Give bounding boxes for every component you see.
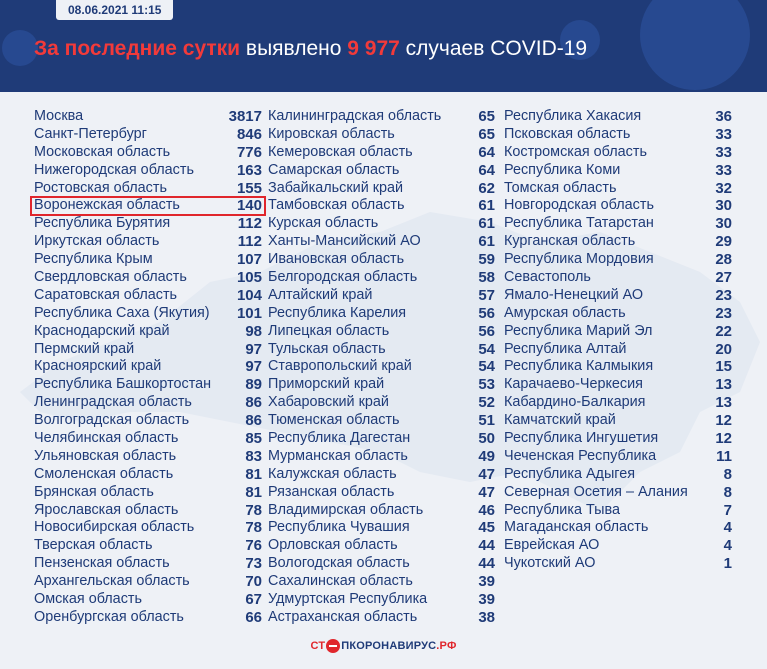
case-count: 61 bbox=[478, 233, 495, 251]
region-name: Красноярский край bbox=[34, 358, 162, 375]
case-count: 846 bbox=[236, 125, 262, 143]
region-row bbox=[501, 287, 735, 305]
region-row bbox=[31, 180, 265, 198]
region-row bbox=[31, 358, 265, 376]
region-column-1 bbox=[31, 108, 265, 627]
region-name: Еврейская АО bbox=[504, 537, 600, 554]
case-count: 8 bbox=[723, 483, 732, 501]
case-count: 776 bbox=[236, 143, 262, 161]
region-row bbox=[265, 591, 498, 609]
region-name: Воронежская область bbox=[34, 197, 180, 214]
case-count: 36 bbox=[715, 108, 732, 125]
case-count: 61 bbox=[478, 197, 495, 215]
case-count: 32 bbox=[715, 179, 732, 197]
region-name: Рязанская область bbox=[268, 483, 395, 500]
case-count: 44 bbox=[478, 537, 495, 555]
case-count: 22 bbox=[715, 322, 732, 340]
case-count: 101 bbox=[236, 304, 262, 322]
logo-text-start: СТ bbox=[310, 640, 326, 652]
region-row bbox=[265, 430, 498, 448]
region-row bbox=[265, 287, 498, 305]
region-row bbox=[501, 358, 735, 376]
case-count: 105 bbox=[236, 269, 262, 287]
region-name: Республика Мордовия bbox=[504, 251, 654, 268]
case-count: 33 bbox=[715, 161, 732, 179]
region-name: Ямало-Ненецкий АО bbox=[504, 286, 644, 303]
case-count: 53 bbox=[478, 376, 495, 394]
region-row bbox=[265, 341, 498, 359]
case-count: 112 bbox=[237, 215, 262, 233]
stop-sign-icon bbox=[326, 639, 340, 653]
region-row bbox=[265, 215, 498, 233]
region-row bbox=[31, 215, 265, 233]
region-name: Псковская область bbox=[504, 125, 631, 142]
region-row bbox=[31, 519, 265, 537]
region-row bbox=[265, 466, 498, 484]
case-count: 1 bbox=[723, 555, 732, 573]
case-count: 107 bbox=[236, 251, 262, 269]
case-count: 78 bbox=[245, 501, 262, 519]
region-name: Республика Тыва bbox=[504, 501, 620, 518]
region-name: Ставропольский край bbox=[268, 358, 412, 375]
region-name: Карачаево-Черкесия bbox=[504, 376, 643, 393]
region-name: Амурская область bbox=[504, 304, 626, 321]
case-count: 73 bbox=[245, 555, 262, 573]
case-count: 85 bbox=[245, 430, 262, 448]
region-row bbox=[31, 305, 265, 323]
region-row bbox=[31, 144, 265, 162]
region-name: Мурманская область bbox=[268, 447, 408, 464]
region-row bbox=[31, 376, 265, 394]
case-count: 46 bbox=[478, 501, 495, 519]
case-count: 65 bbox=[478, 108, 495, 125]
region-name: Республика Ингушетия bbox=[504, 430, 659, 447]
region-row bbox=[265, 412, 498, 430]
case-count: 66 bbox=[245, 608, 262, 626]
region-name: Тюменская область bbox=[268, 412, 400, 429]
region-row bbox=[265, 502, 498, 520]
case-count: 3817 bbox=[228, 108, 262, 125]
region-name: Ярославская область bbox=[34, 501, 179, 518]
region-row bbox=[265, 609, 498, 627]
region-name: Самарская область bbox=[268, 161, 400, 178]
region-row bbox=[501, 197, 735, 215]
region-row bbox=[31, 591, 265, 609]
region-name: Севастополь bbox=[504, 269, 591, 286]
case-count: 20 bbox=[715, 340, 732, 358]
case-count: 57 bbox=[478, 286, 495, 304]
case-count: 4 bbox=[723, 537, 732, 555]
region-column-3 bbox=[501, 108, 735, 573]
case-count: 54 bbox=[478, 358, 495, 376]
region-name: Омская область bbox=[34, 591, 142, 608]
region-row bbox=[501, 108, 735, 126]
region-name: Санкт-Петербург bbox=[34, 125, 147, 142]
region-row bbox=[31, 537, 265, 555]
region-row bbox=[265, 305, 498, 323]
case-count: 4 bbox=[723, 519, 732, 537]
region-name: Республика Бурятия bbox=[34, 215, 171, 232]
region-row bbox=[501, 448, 735, 466]
region-row bbox=[265, 323, 498, 341]
case-count: 70 bbox=[245, 573, 262, 591]
region-name: Республика Карелия bbox=[268, 304, 407, 321]
region-name: Республика Саха (Якутия) bbox=[34, 304, 210, 321]
headline bbox=[34, 36, 587, 62]
case-count: 155 bbox=[236, 179, 262, 197]
headline-text: выявлено bbox=[240, 37, 348, 60]
region-row bbox=[501, 555, 735, 573]
region-row bbox=[501, 269, 735, 287]
region-row bbox=[265, 269, 498, 287]
region-row bbox=[31, 108, 265, 126]
case-count: 97 bbox=[245, 358, 262, 376]
region-name: Ростовская область bbox=[34, 179, 167, 196]
case-count: 83 bbox=[245, 447, 262, 465]
case-count: 23 bbox=[715, 304, 732, 322]
region-row bbox=[501, 341, 735, 359]
region-name: Республика Татарстан bbox=[504, 215, 654, 232]
region-name: Магаданская область bbox=[504, 519, 649, 536]
region-row bbox=[31, 323, 265, 341]
region-row bbox=[265, 555, 498, 573]
region-name: Тверская область bbox=[34, 537, 153, 554]
region-row bbox=[31, 412, 265, 430]
region-name: Сахалинская область bbox=[268, 573, 413, 590]
case-count: 89 bbox=[245, 376, 262, 394]
region-name: Архангельская область bbox=[34, 573, 190, 590]
case-count: 64 bbox=[478, 143, 495, 161]
region-row bbox=[501, 376, 735, 394]
region-row bbox=[265, 484, 498, 502]
region-row bbox=[501, 323, 735, 341]
region-row bbox=[501, 430, 735, 448]
region-row bbox=[265, 162, 498, 180]
case-count: 12 bbox=[715, 412, 732, 430]
region-name: Ульяновская область bbox=[34, 447, 177, 464]
virus-decoration-icon bbox=[2, 30, 38, 66]
region-row bbox=[501, 502, 735, 520]
region-row bbox=[501, 126, 735, 144]
region-row bbox=[31, 573, 265, 591]
region-name: Тульская область bbox=[268, 340, 386, 357]
region-name: Приморский край bbox=[268, 376, 385, 393]
case-count: 7 bbox=[723, 501, 732, 519]
region-name: Томская область bbox=[504, 179, 617, 196]
case-count: 56 bbox=[478, 304, 495, 322]
region-row bbox=[31, 430, 265, 448]
region-name: Челябинская область bbox=[34, 430, 179, 447]
case-count: 12 bbox=[715, 430, 732, 448]
case-count: 39 bbox=[478, 591, 495, 609]
region-row bbox=[501, 162, 735, 180]
region-name: Брянская область bbox=[34, 483, 154, 500]
case-count: 76 bbox=[245, 537, 262, 555]
case-count: 47 bbox=[478, 465, 495, 483]
region-name: Астраханская область bbox=[268, 608, 418, 625]
region-name: Республика Дагестан bbox=[268, 430, 411, 447]
region-name: Липецкая область bbox=[268, 322, 390, 339]
region-name: Смоленская область bbox=[34, 465, 174, 482]
region-row bbox=[265, 126, 498, 144]
case-count: 33 bbox=[715, 143, 732, 161]
region-row bbox=[501, 466, 735, 484]
region-name: Алтайский край bbox=[268, 286, 373, 303]
case-count: 65 bbox=[478, 125, 495, 143]
region-name: Чукотский АО bbox=[504, 555, 596, 572]
region-name: Камчатский край bbox=[504, 412, 616, 429]
case-count: 81 bbox=[245, 483, 262, 501]
case-count: 67 bbox=[245, 591, 262, 609]
case-count: 15 bbox=[715, 358, 732, 376]
region-name: Белгородская область bbox=[268, 269, 418, 286]
region-name: Нижегородская область bbox=[34, 161, 194, 178]
case-count: 49 bbox=[478, 447, 495, 465]
region-column-2 bbox=[265, 108, 498, 627]
region-name: Республика Чувашия bbox=[268, 519, 410, 536]
region-name: Краснодарский край bbox=[34, 322, 170, 339]
region-row bbox=[265, 233, 498, 251]
region-row bbox=[31, 609, 265, 627]
case-count: 78 bbox=[245, 519, 262, 537]
region-row bbox=[501, 144, 735, 162]
region-name: Кемеровская область bbox=[268, 143, 413, 160]
footer bbox=[0, 636, 767, 660]
region-name: Республика Адыгея bbox=[504, 465, 636, 482]
case-count: 11 bbox=[716, 447, 732, 465]
case-count: 23 bbox=[715, 286, 732, 304]
region-name: Новгородская область bbox=[504, 197, 654, 214]
region-row bbox=[501, 519, 735, 537]
region-row bbox=[265, 180, 498, 198]
region-name: Пермский край bbox=[34, 340, 135, 357]
region-name: Орловская область bbox=[268, 537, 398, 554]
case-count: 62 bbox=[478, 179, 495, 197]
region-name: Республика Коми bbox=[504, 161, 621, 178]
region-name: Пензенская область bbox=[34, 555, 170, 572]
case-count: 33 bbox=[715, 125, 732, 143]
case-count: 44 bbox=[478, 555, 495, 573]
region-row bbox=[501, 537, 735, 555]
region-row bbox=[265, 251, 498, 269]
region-row bbox=[501, 180, 735, 198]
region-row bbox=[265, 197, 498, 215]
region-row bbox=[265, 448, 498, 466]
case-count: 59 bbox=[478, 251, 495, 269]
virus-decoration-icon bbox=[640, 0, 750, 90]
region-name: Республика Калмыкия bbox=[504, 358, 654, 375]
case-count: 39 bbox=[478, 573, 495, 591]
region-row bbox=[501, 251, 735, 269]
case-count: 58 bbox=[478, 269, 495, 287]
case-count: 13 bbox=[715, 394, 732, 412]
region-name: Курганская область bbox=[504, 233, 636, 250]
region-row bbox=[31, 448, 265, 466]
case-count: 140 bbox=[236, 197, 262, 215]
region-row bbox=[31, 466, 265, 484]
region-name: Вологодская область bbox=[268, 555, 410, 572]
case-count: 29 bbox=[715, 233, 732, 251]
headline-number: 9 977 bbox=[347, 37, 400, 60]
region-row bbox=[501, 412, 735, 430]
region-name: Волгоградская область bbox=[34, 412, 190, 429]
case-count: 45 bbox=[478, 519, 495, 537]
headline-accent: За последние сутки bbox=[34, 37, 241, 60]
region-name: Кабардино-Балкария bbox=[504, 394, 646, 411]
region-row bbox=[265, 394, 498, 412]
case-count: 81 bbox=[245, 465, 262, 483]
region-row bbox=[31, 484, 265, 502]
case-count: 86 bbox=[245, 394, 262, 412]
region-name: Хабаровский край bbox=[268, 394, 389, 411]
region-row bbox=[501, 233, 735, 251]
case-count: 27 bbox=[715, 269, 732, 287]
region-name: Ивановская область bbox=[268, 251, 405, 268]
case-count: 47 bbox=[478, 483, 495, 501]
case-count: 86 bbox=[245, 412, 262, 430]
logo-text-end: .РФ bbox=[436, 640, 457, 652]
region-row bbox=[501, 394, 735, 412]
case-count: 30 bbox=[715, 197, 732, 215]
region-name: Северная Осетия – Алания bbox=[504, 483, 688, 500]
region-row bbox=[31, 126, 265, 144]
region-name: Калининградская область bbox=[268, 108, 442, 124]
case-count: 8 bbox=[723, 465, 732, 483]
region-row bbox=[265, 537, 498, 555]
region-row bbox=[265, 144, 498, 162]
region-name: Костромская область bbox=[504, 143, 647, 160]
region-row bbox=[265, 108, 498, 126]
case-count: 56 bbox=[478, 322, 495, 340]
case-count: 163 bbox=[236, 161, 262, 179]
region-name: Республика Марий Эл bbox=[504, 322, 653, 339]
region-name: Республика Хакасия bbox=[504, 108, 642, 124]
case-count: 52 bbox=[478, 394, 495, 412]
case-count: 54 bbox=[478, 340, 495, 358]
region-row bbox=[501, 215, 735, 233]
region-row bbox=[501, 484, 735, 502]
case-count: 38 bbox=[478, 608, 495, 626]
region-row bbox=[31, 233, 265, 251]
region-row bbox=[31, 394, 265, 412]
headline-text-end: случаев COVID-19 bbox=[399, 37, 588, 60]
region-name: Забайкальский край bbox=[268, 179, 404, 196]
region-name: Калужская область bbox=[268, 465, 397, 482]
stopkoronavirus-logo bbox=[310, 639, 456, 653]
case-count: 61 bbox=[478, 215, 495, 233]
region-row bbox=[265, 573, 498, 591]
region-name: Новосибирская область bbox=[34, 519, 195, 536]
region-row bbox=[265, 358, 498, 376]
case-count: 51 bbox=[478, 412, 495, 430]
region-name: Оренбургская область bbox=[34, 608, 184, 625]
region-name: Республика Крым bbox=[34, 251, 153, 268]
region-row-highlighted bbox=[31, 197, 265, 215]
region-row bbox=[31, 287, 265, 305]
region-row bbox=[265, 376, 498, 394]
case-count: 112 bbox=[237, 233, 262, 251]
region-name: Республика Башкортостан bbox=[34, 376, 212, 393]
case-count: 97 bbox=[245, 340, 262, 358]
case-count: 28 bbox=[715, 251, 732, 269]
region-row bbox=[31, 251, 265, 269]
region-row bbox=[31, 269, 265, 287]
region-name: Чеченская Республика bbox=[504, 447, 657, 464]
case-count: 98 bbox=[245, 322, 262, 340]
case-count: 64 bbox=[478, 161, 495, 179]
region-name: Удмуртская Республика bbox=[268, 591, 428, 608]
region-name: Москва bbox=[34, 108, 84, 124]
region-name: Тамбовская область bbox=[268, 197, 405, 214]
region-row bbox=[265, 519, 498, 537]
region-row bbox=[31, 341, 265, 359]
case-count: 104 bbox=[236, 286, 262, 304]
header-banner bbox=[0, 0, 767, 92]
case-count: 50 bbox=[478, 430, 495, 448]
case-count: 30 bbox=[715, 215, 732, 233]
region-name: Кировская область bbox=[268, 125, 395, 142]
region-name: Саратовская область bbox=[34, 286, 178, 303]
region-row bbox=[31, 555, 265, 573]
date-badge: 08.06.2021 11:15 bbox=[56, 0, 173, 20]
region-name: Республика Алтай bbox=[504, 340, 627, 357]
region-name: Иркутская область bbox=[34, 233, 160, 250]
region-row bbox=[501, 305, 735, 323]
region-name: Свердловская область bbox=[34, 269, 187, 286]
region-name: Московская область bbox=[34, 143, 171, 160]
region-name: Ханты-Мансийский АО bbox=[268, 233, 421, 250]
region-name: Курская область bbox=[268, 215, 379, 232]
case-count: 13 bbox=[715, 376, 732, 394]
logo-text-middle: ПКОРОНАВИРУС bbox=[341, 640, 437, 652]
region-name: Владимирская область bbox=[268, 501, 424, 518]
region-row bbox=[31, 162, 265, 180]
region-row bbox=[31, 502, 265, 520]
region-name: Ленинградская область bbox=[34, 394, 192, 411]
